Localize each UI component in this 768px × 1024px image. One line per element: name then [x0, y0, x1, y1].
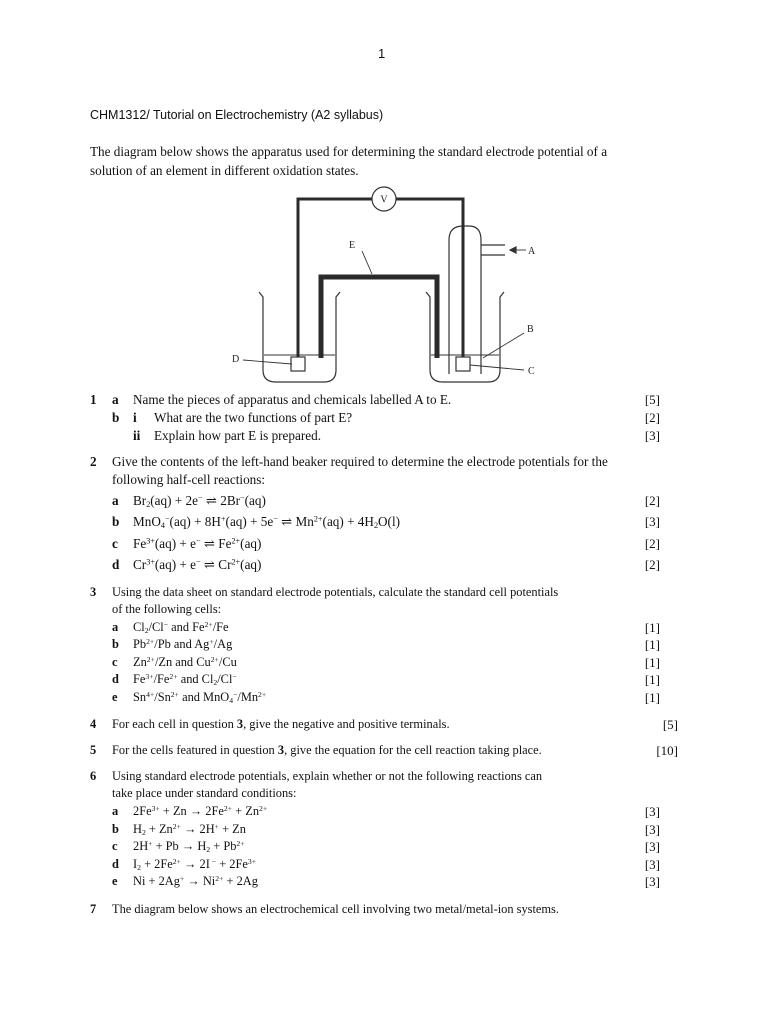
label-A: A	[528, 246, 536, 257]
q1a-mark: [5]	[644, 392, 660, 407]
label-E: E	[349, 240, 356, 251]
left-electrode	[291, 357, 305, 371]
q2a-mark: [2]	[644, 493, 660, 508]
q6c-equation: $2H^+ + Pb \to H_2 + Pb^{2+}$	[133, 838, 245, 854]
q5-text-b: , give the equation for the cell reaction taking place.	[284, 743, 542, 757]
q5-number: 5	[90, 743, 97, 757]
q6-line-1: Using standard electrode potentials, explain whether or not the following reactions can	[112, 769, 543, 783]
q2a-equation: $Br_2(aq) + 2e^-$ ⇌ 2Br−(aq)	[133, 493, 266, 510]
q7-text: The diagram below shows an electrochemical cell involving two metal/metal-ion systems.	[112, 902, 559, 916]
q6c-mark: [3]	[644, 839, 660, 854]
intro-line-2: solution of an element in different oxidation states.	[90, 163, 359, 178]
q2a-letter: a	[112, 493, 119, 508]
label-V: V	[380, 194, 388, 206]
salt-bridge	[321, 277, 437, 358]
q6c-letter: c	[112, 839, 118, 853]
q3a-letter: a	[112, 620, 119, 634]
q6-line-2: take place under standard conditions:	[112, 786, 297, 800]
q1bii-mark: [3]	[644, 428, 660, 443]
q3d-letter: d	[112, 672, 119, 686]
q1a-letter: a	[112, 392, 119, 407]
q1bii-letter: ii	[133, 428, 141, 443]
q3e-mark: [1]	[644, 690, 660, 705]
q5-mark: [10]	[656, 743, 678, 758]
q2c-letter: c	[112, 536, 118, 551]
q3c-cells: $Zn^{2+}/Zn$ and $Cu^{2+}/Cu$	[133, 654, 237, 669]
platinum-electrode	[456, 357, 470, 371]
q6e-equation: $Ni + 2Ag^+ \to Ni^{2+} + 2Ag$	[133, 873, 258, 888]
q1-number: 1	[90, 392, 97, 407]
page-number: 1	[378, 46, 386, 61]
q3b-mark: [1]	[644, 637, 660, 652]
q1bii-text: Explain how part E is prepared.	[154, 428, 321, 443]
q3a-cells: $Cl_2/Cl^-$ and $Fe^{2+}/Fe$	[133, 619, 229, 635]
q1b-letter: b	[112, 410, 120, 425]
q2d-mark: [2]	[644, 557, 660, 572]
q5-ref: 3	[277, 743, 285, 757]
q7-number: 7	[90, 902, 97, 916]
arrow-A	[510, 247, 516, 253]
q3-number: 3	[90, 585, 97, 599]
q3d-cells: $Fe^{3+}/Fe^{2+}$ and $Cl_2/Cl^-$	[133, 671, 237, 687]
leader-E	[362, 251, 372, 274]
q6a-equation: $2Fe^{3+} + Zn \to 2Fe^{2+} + Zn^{2+}$	[133, 803, 268, 818]
q3b-letter: b	[112, 637, 119, 651]
q6d-letter: d	[112, 857, 119, 871]
q3a-mark: [1]	[644, 620, 660, 635]
q4-text-b: , give the negative and positive terminals.	[243, 717, 450, 731]
q6b-mark: [3]	[644, 822, 660, 837]
q2b-letter: b	[112, 514, 120, 529]
q5-text	[112, 743, 542, 758]
leader-D	[243, 360, 292, 364]
q6d-mark: [3]	[644, 857, 660, 872]
q4-text	[112, 717, 450, 732]
label-D: D	[232, 354, 240, 365]
q6d-equation: $I_2 + 2Fe^{2+} \to 2I$ $^- + 2Fe^{3+}$	[133, 856, 257, 872]
q2b-mark: [3]	[644, 514, 660, 529]
q3d-mark: [1]	[644, 672, 660, 687]
label-C: C	[528, 366, 535, 377]
q3c-mark: [1]	[644, 655, 660, 670]
q6a-mark: [3]	[644, 804, 660, 819]
q6a-letter: a	[112, 804, 119, 818]
q3b-cells: $Pb^{2+}/Pb$ and Ag+/Ag	[133, 636, 233, 651]
q4-ref: 3	[236, 717, 244, 731]
q2-line-2: following half-cell reactions:	[112, 472, 266, 487]
q3c-letter: c	[112, 655, 118, 669]
q6e-mark: [3]	[644, 874, 660, 889]
q6b-letter: b	[112, 822, 119, 836]
q2-number: 2	[90, 454, 97, 469]
q6b-equation: $H_2 + Zn^{2+} \to 2H^+ + Zn$	[133, 821, 246, 837]
q1bi-mark: [2]	[644, 410, 660, 425]
glass-tube	[449, 226, 481, 374]
label-B: B	[527, 324, 534, 335]
q1a-text: Name the pieces of apparatus and chemicals labelled A to E.	[133, 392, 452, 407]
intro-line-1: The diagram below shows the apparatus used for determining the standard electrode potential of a	[90, 144, 608, 159]
q4-text-a: For each cell in question	[112, 717, 237, 731]
q2c-mark: [2]	[644, 536, 660, 551]
q6-number: 6	[90, 769, 97, 783]
q3-line-1: Using the data sheet on standard electrode potentials, calculate the standard cell potentials	[112, 585, 559, 599]
page-title: CHM1312/ Tutorial on Electrochemistry (A2 syllabus)	[90, 108, 384, 122]
q1bi-text: What are the two functions of part E?	[154, 410, 353, 425]
q1bi-letter: i	[133, 410, 137, 425]
q4-number: 4	[90, 717, 97, 731]
leader-B	[483, 333, 524, 358]
q2d-equation: $Cr^{3+}(aq) + e^-$ ⇌ $Cr^{2+}(aq)$	[133, 557, 262, 572]
q2d-letter: d	[112, 557, 120, 572]
q2-line-1: Give the contents of the left-hand beaker required to determine the electrode potentials for the	[112, 454, 608, 469]
q2c-equation: $Fe^{3+}(aq) + e^-$ ⇌ $Fe^{2+}(aq)$	[133, 536, 262, 551]
q5-text-a: For the cells featured in question	[112, 743, 278, 757]
q3e-cells: $Sn^{4+}/Sn^{2+}$ and $MnO_4^-/Mn^{2+}$	[133, 689, 267, 705]
q3e-letter: e	[112, 690, 118, 704]
q4-mark: [5]	[662, 717, 678, 732]
leader-C	[470, 365, 524, 370]
q6e-letter: e	[112, 874, 118, 888]
q3-line-2: of the following cells:	[112, 602, 222, 616]
q2b-equation: MnO$_4$−(aq) + 8H+(aq) + 5e− ⇌ $Mn^{2+}(aq) + 4H_2O(l)$	[133, 514, 401, 531]
